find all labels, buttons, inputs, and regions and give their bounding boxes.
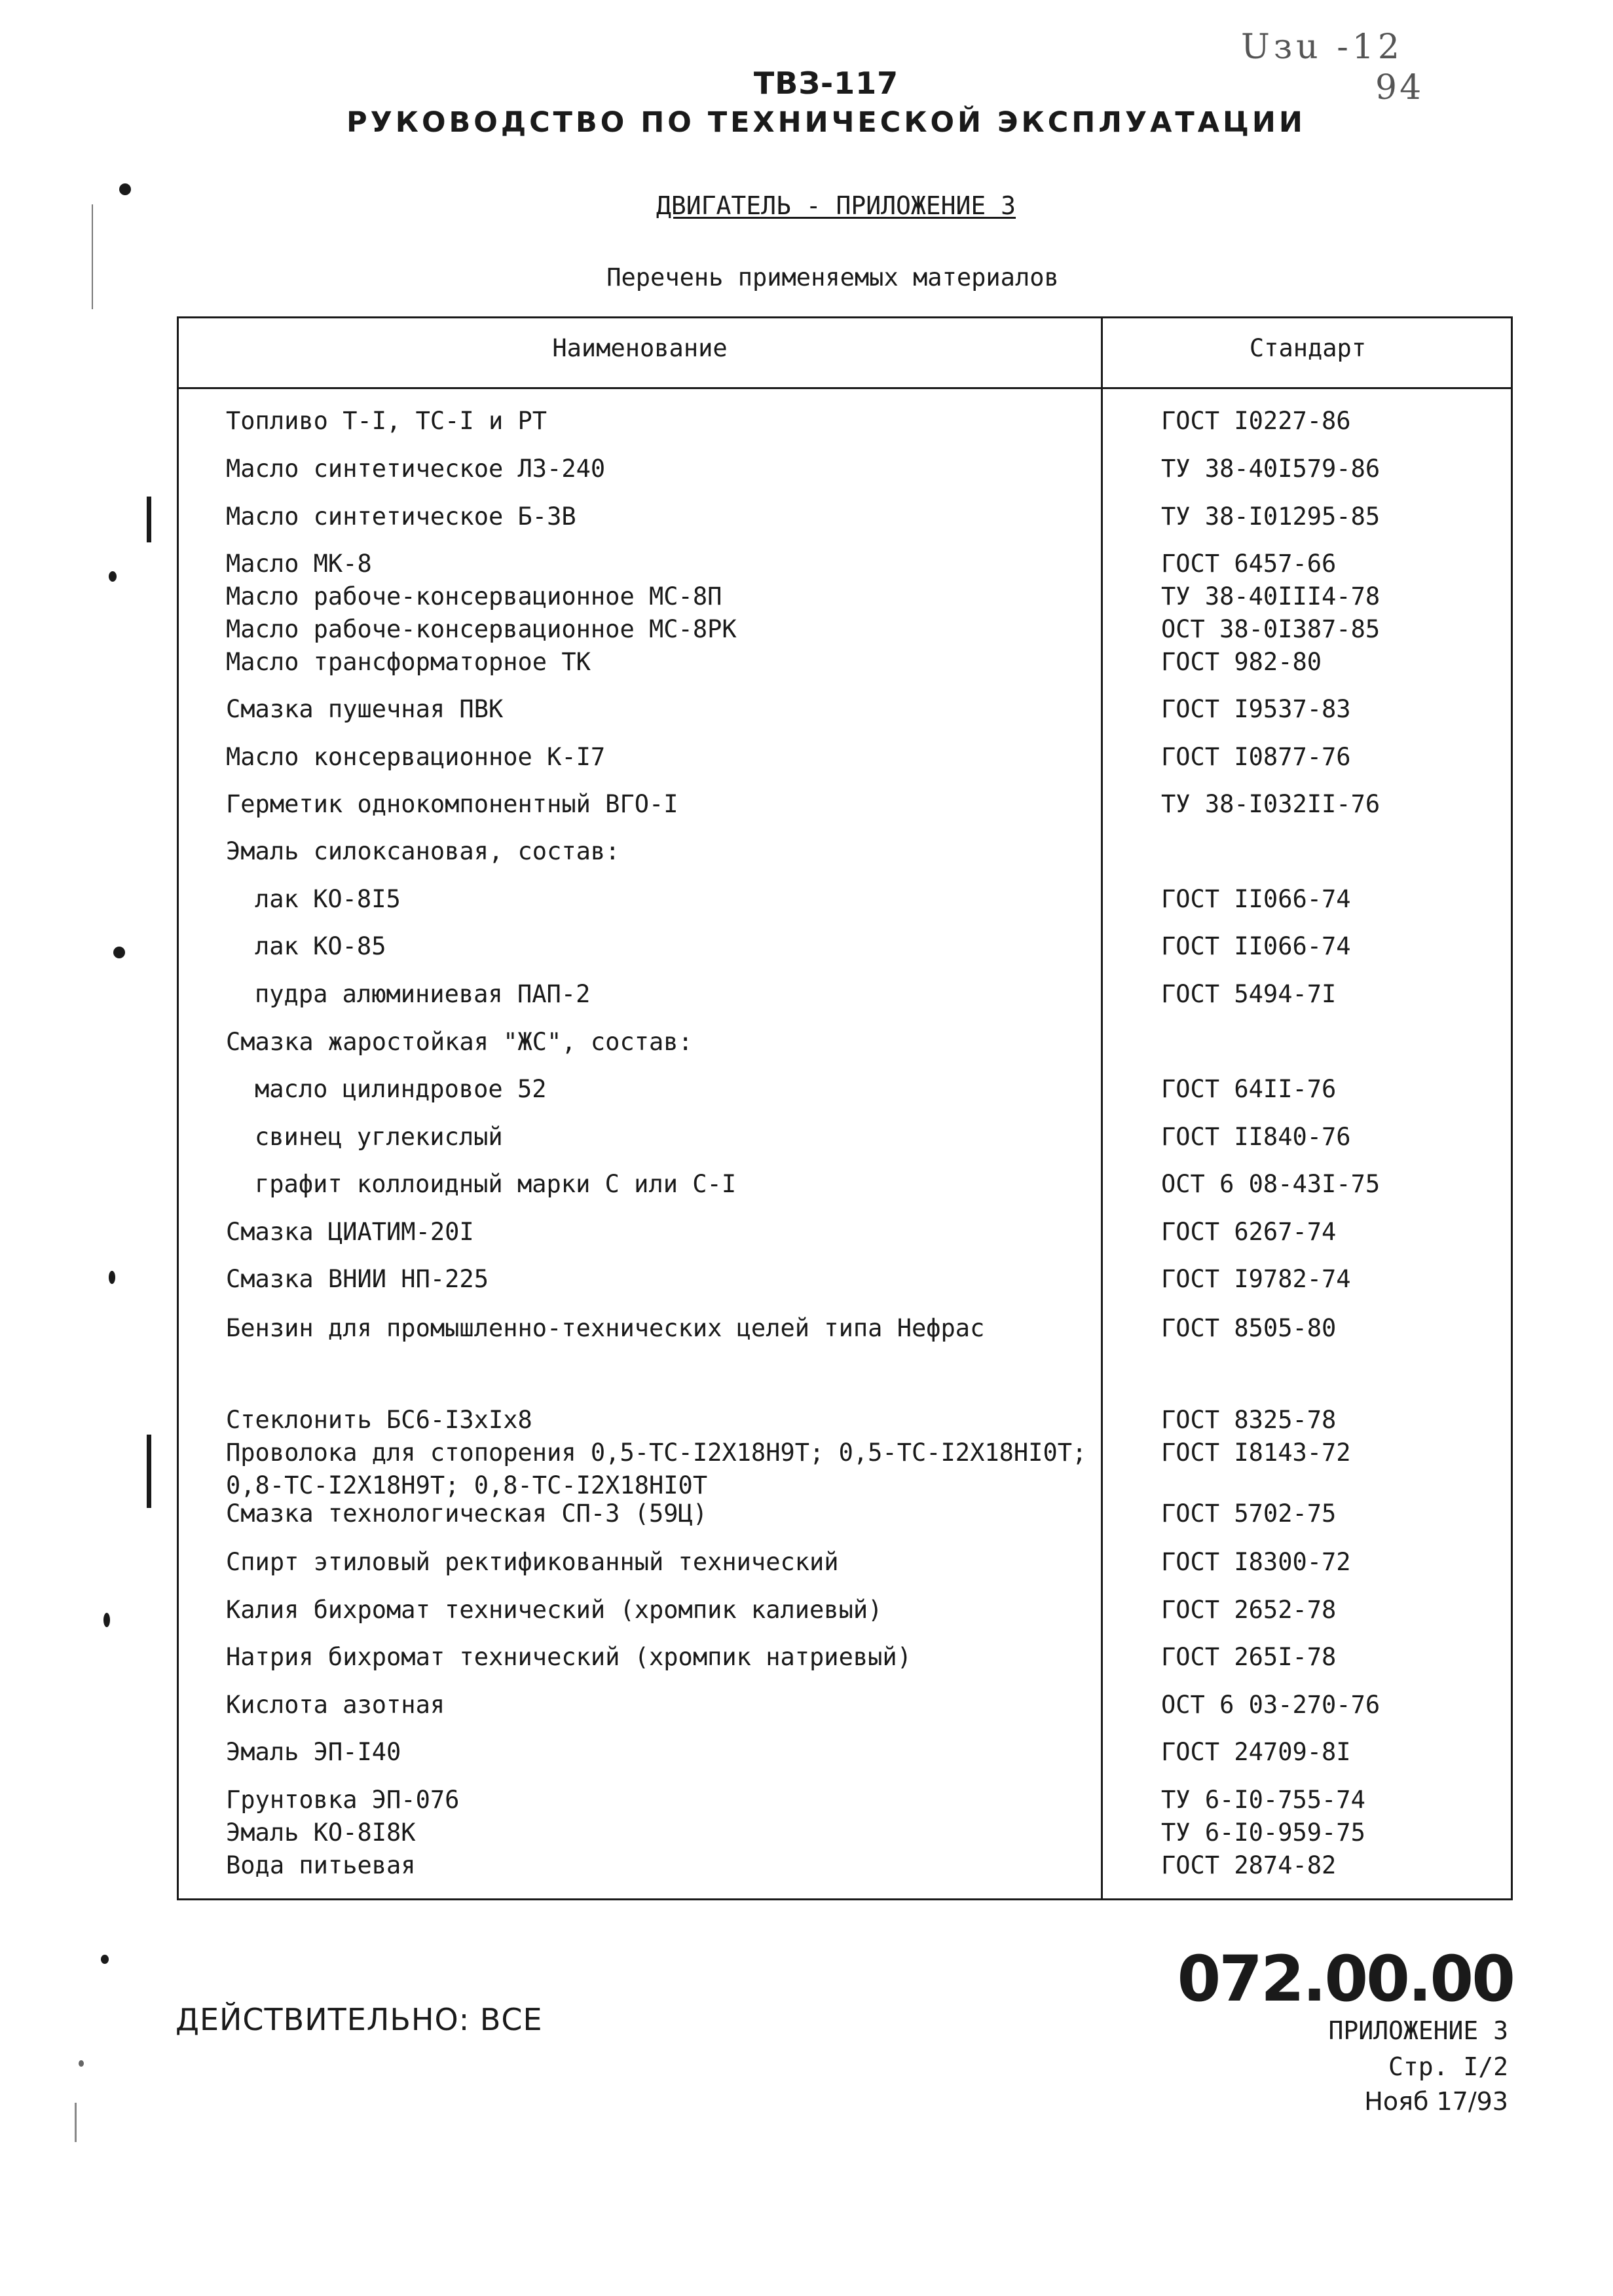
material-standard: ГОСТ 2874-82 [1161,1851,1337,1879]
material-standard: ТУ 38-40III4-78 [1161,582,1381,611]
material-name: Калия бихромат технический (хромпик калиевый) [226,1596,883,1624]
material-standard: ГОСТ 8505-80 [1161,1314,1337,1342]
table-caption-text: Перечень применяемых материалов [606,263,1059,292]
material-name: Смазка пушечная ПВК [226,695,504,723]
material-name: лак КО-8I5 [255,885,401,913]
material-standard: ГОСТ 24709-8I [1161,1738,1351,1766]
material-name: Смазка технологическая СП-3 (59Ц) [226,1499,708,1528]
material-name: Натрия бихромат технический (хромпик натриевый) [226,1643,912,1671]
material-name: Стеклонить БС6-I3хIх8 [226,1406,532,1434]
section-title-text: ДВИГАТЕЛЬ - ПРИЛОЖЕНИЕ 3 [656,191,1016,220]
material-standard: ОСТ 6 03-270-76 [1161,1691,1381,1719]
handwritten-line-2: 94 [1375,68,1424,107]
material-name: Эмаль силоксановая, состав: [226,837,620,865]
material-name: Эмаль ЭП-I40 [226,1738,401,1766]
material-standard: ГОСТ I8300-72 [1161,1548,1351,1576]
material-standard: ТУ 38-I01295-85 [1161,502,1381,531]
appendix-label: ПРИЛОЖЕНИЕ 3 [1328,2016,1508,2045]
margin-dot [109,571,117,582]
material-name: Эмаль КО-8I8К [226,1818,416,1847]
material-name: пудра алюминиевая ПАП-2 [255,980,591,1008]
header-divider [179,387,1511,389]
margin-dot [79,2060,84,2067]
margin-dot [103,1613,110,1627]
material-standard: ГОСТ I0227-86 [1161,407,1351,435]
material-standard: ТУ 38-40I579-86 [1161,455,1381,483]
material-name: 0,8-ТС-I2Х18Н9Т; 0,8-ТС-I2Х18НI0Т [226,1471,708,1499]
material-name: Смазка ВНИИ НП-225 [226,1265,489,1293]
handwritten-line-1: Uзu -12 [1241,28,1403,67]
material-name: лак КО-85 [255,932,386,960]
material-name: Масло консервационное К-I7 [226,743,606,771]
material-standard: ГОСТ II066-74 [1161,885,1351,913]
revision-date: Нояб 17/93 [1364,2087,1508,2116]
margin-dot [113,947,125,958]
margin-mark [75,2103,77,2142]
material-standard: ОСТ 38-0I387-85 [1161,615,1381,643]
column-divider [1101,318,1103,1898]
material-standard: ГОСТ 64II-76 [1161,1075,1337,1103]
material-standard: ГОСТ 8325-78 [1161,1406,1337,1434]
material-name: Масло рабоче-консервационное МС-8П [226,582,722,611]
table-caption [0,263,1613,292]
change-bar [147,1435,151,1508]
material-standard: ГОСТ I9782-74 [1161,1265,1351,1293]
material-name: Масло синтетическое ЛЗ-240 [226,455,606,483]
material-name: Масло синтетическое Б-3В [226,502,576,531]
section-title [0,191,1613,220]
material-name: Проволока для стопорения 0,5-ТС-I2Х18Н9Т; 0,5-ТС-I2Х18НI0Т; [226,1439,1087,1467]
material-name: Масло трансформаторное ТК [226,648,591,676]
margin-line [92,204,93,309]
material-name: графит коллоидный марки С или С-I [255,1170,737,1198]
material-name: Кислота азотная [226,1691,445,1719]
material-standard: ГОСТ 265I-78 [1161,1643,1337,1671]
materials-table [177,316,1513,1900]
material-standard: ГОСТ 5702-75 [1161,1499,1337,1528]
material-standard: ГОСТ 6457-66 [1161,550,1337,578]
material-name: Масло МК-8 [226,550,372,578]
validity-note: ДЕЙСТВИТЕЛЬНО: ВСЕ [176,2002,543,2037]
material-standard: ТУ 6-I0-755-74 [1161,1786,1365,1814]
material-standard: ГОСТ 2652-78 [1161,1596,1337,1624]
margin-dot [101,1955,109,1964]
material-standard: ГОСТ 6267-74 [1161,1218,1337,1246]
material-name: масло цилиндровое 52 [255,1075,547,1103]
material-name: Герметик однокомпонентный ВГО-I [226,790,678,818]
material-name: Бензин для промышленно-технических целей типа Нефрас [226,1314,985,1342]
material-standard: ОСТ 6 08-43I-75 [1161,1170,1381,1198]
material-standard: ГОСТ II840-76 [1161,1123,1351,1151]
material-standard: ГОСТ 982-80 [1161,648,1322,676]
material-standard: ГОСТ I8143-72 [1161,1439,1351,1467]
column-header-name: Наименование [552,334,728,362]
material-standard: ГОСТ I0877-76 [1161,743,1351,771]
chapter-code: 072.00.00 [1177,1942,1513,2016]
document-code: ТВЗ-117 [753,66,899,101]
material-name: Смазка жаростойкая "ЖС", состав: [226,1028,693,1056]
material-standard: ГОСТ I9537-83 [1161,695,1351,723]
material-name: Масло рабоче-консервационное МС-8РК [226,615,737,643]
material-name: Вода питьевая [226,1851,416,1879]
change-bar [147,497,151,542]
document-title: РУКОВОДСТВО ПО ТЕХНИЧЕСКОЙ ЭКСПЛУАТАЦИИ [346,106,1306,139]
material-name: Спирт этиловый ректификованный технический [226,1548,839,1576]
material-standard: ТУ 38-I032II-76 [1161,790,1381,818]
margin-dot [119,183,131,195]
material-standard: ГОСТ 5494-7I [1161,980,1337,1008]
material-name: Грунтовка ЭП-076 [226,1786,460,1814]
material-name: Топливо Т-I, ТС-I и РТ [226,407,547,435]
column-header-standard: Стандарт [1249,334,1367,362]
material-standard: ТУ 6-I0-959-75 [1161,1818,1365,1847]
material-standard: ГОСТ II066-74 [1161,932,1351,960]
material-name: свинец углекислый [255,1123,503,1151]
page-number: Стр. I/2 [1388,2052,1508,2081]
margin-dot [109,1271,115,1284]
material-name: Смазка ЦИАТИМ-20I [226,1218,474,1246]
